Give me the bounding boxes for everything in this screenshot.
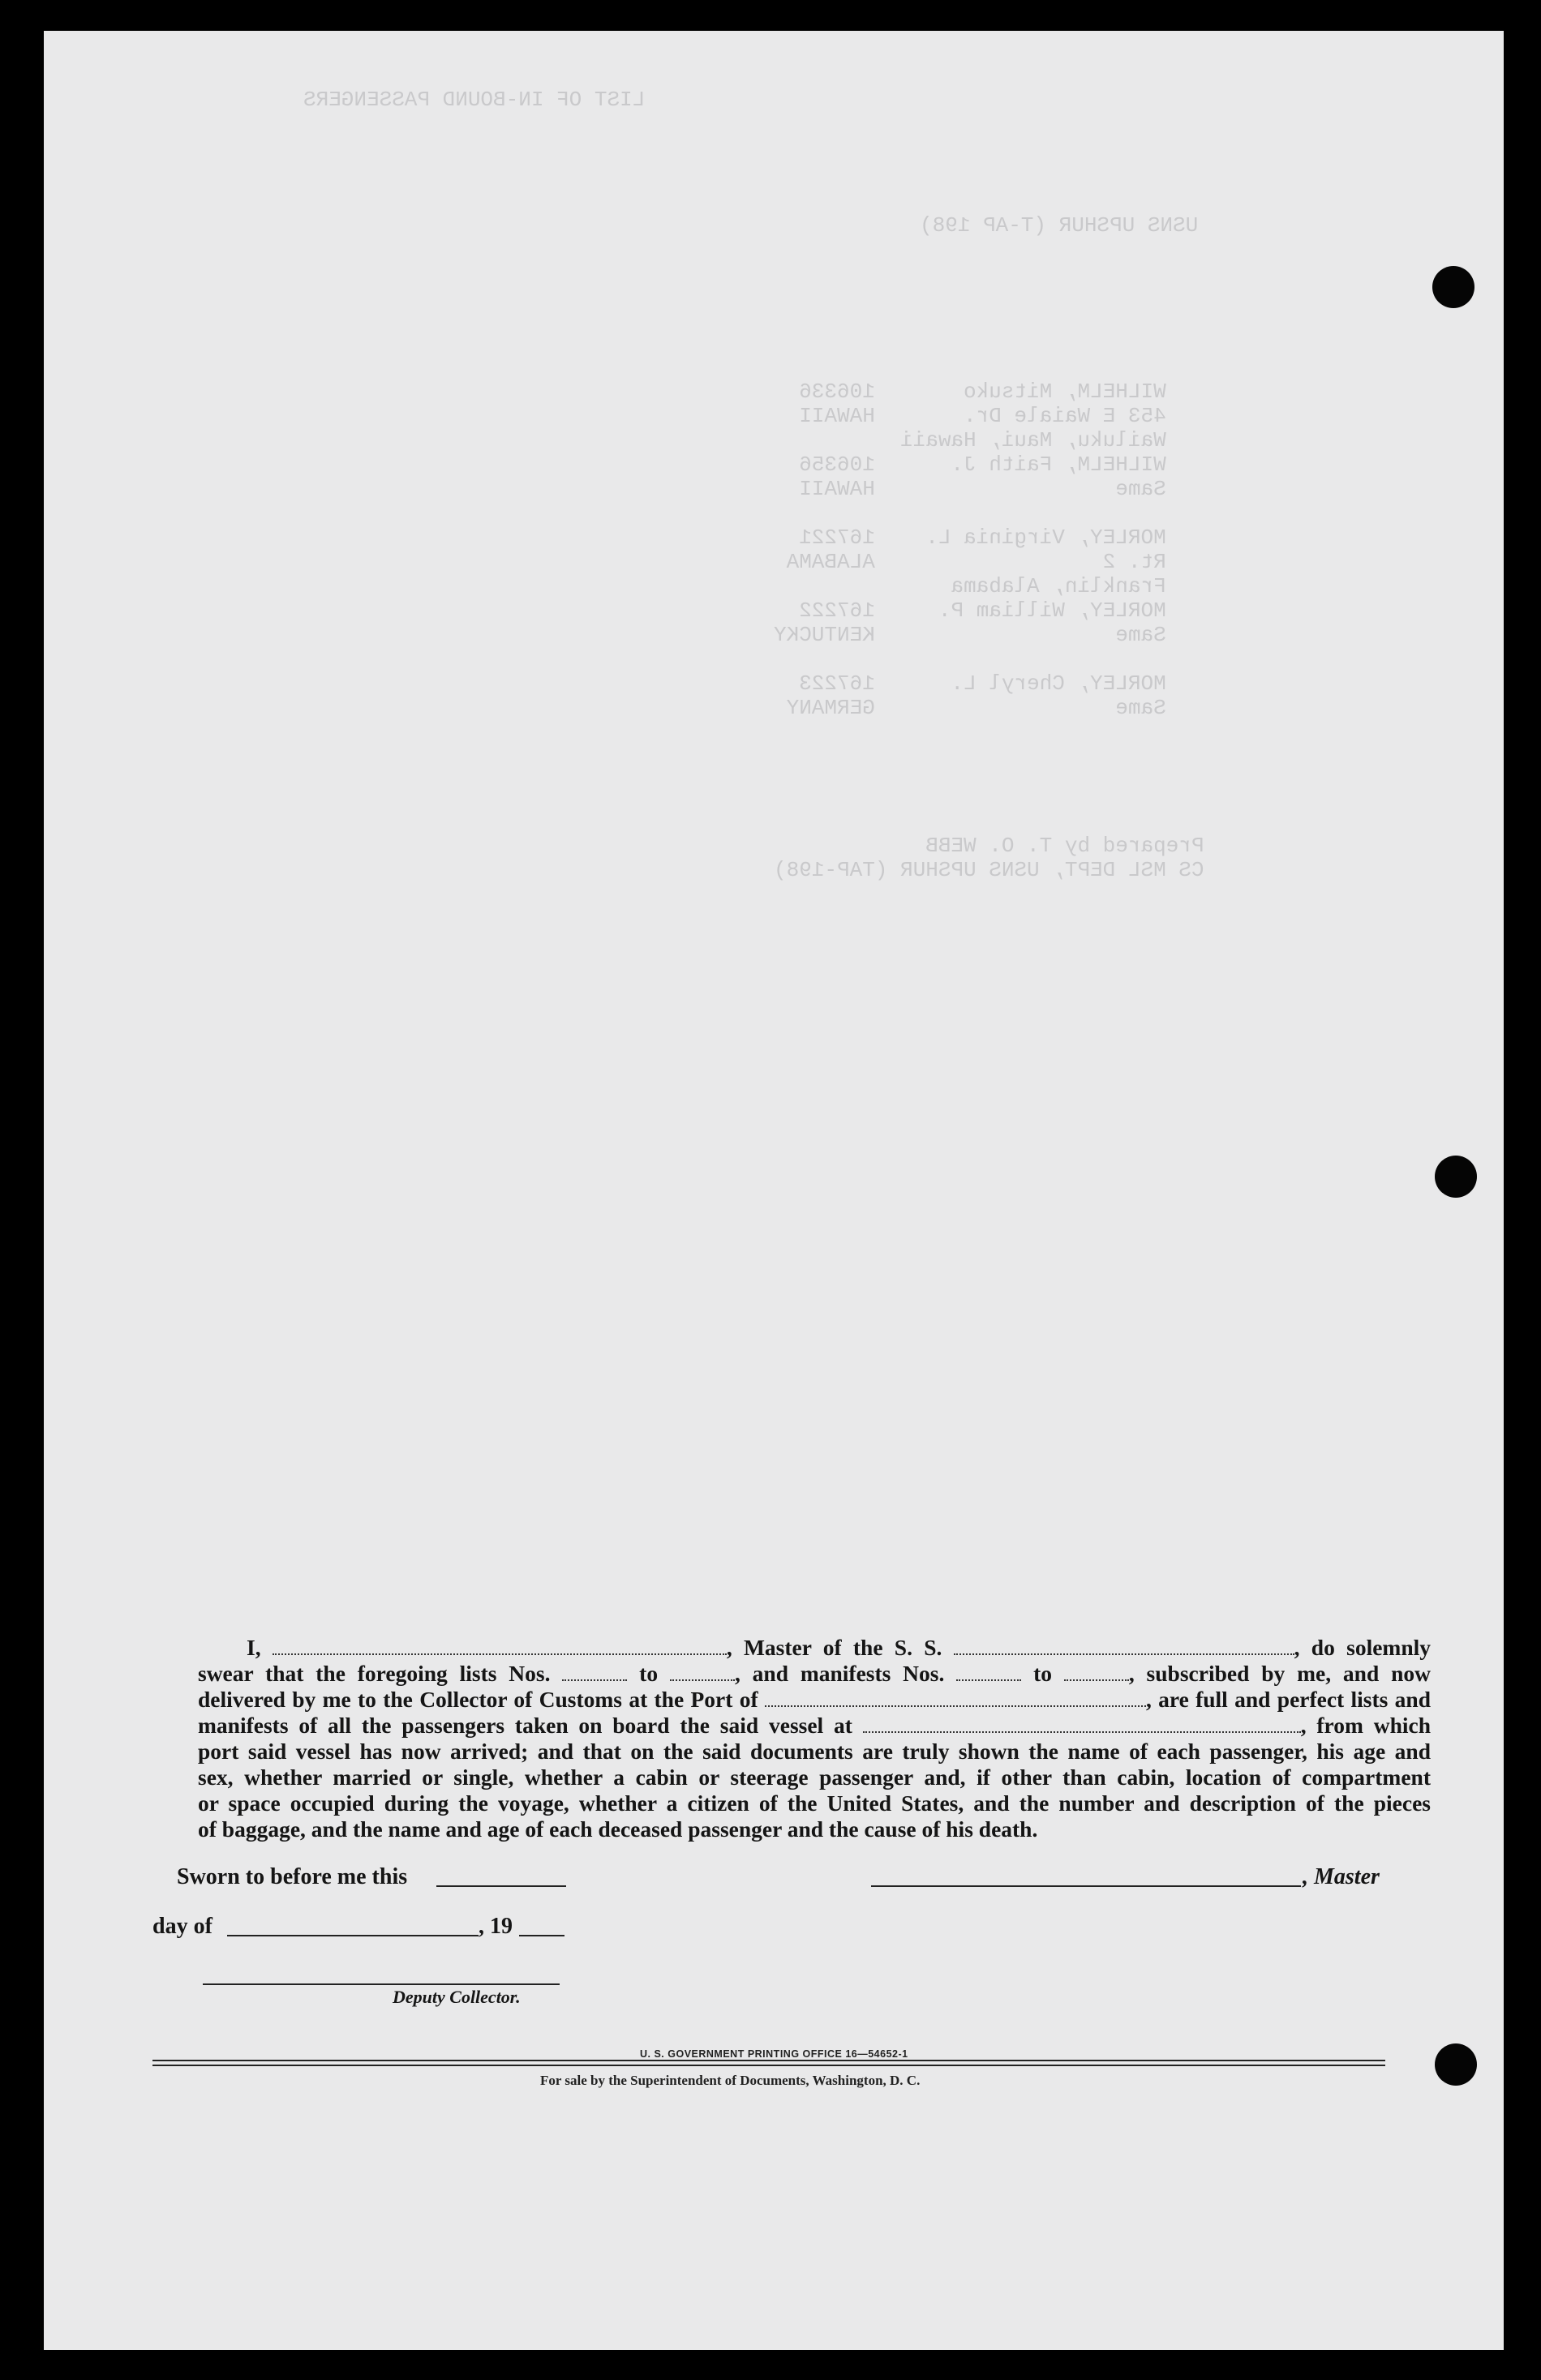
oath-from-which: , from which <box>1300 1713 1432 1738</box>
oath-manifests-label: , and manifests Nos. <box>734 1661 945 1686</box>
oath-subscribed: , subscribed by me, and now <box>1128 1661 1432 1686</box>
month-line <box>227 1935 479 1936</box>
year-prefix: , 19 <box>479 1914 513 1939</box>
document-page <box>44 31 1504 2350</box>
oath-line-8: of baggage, and the name and age of each deceased passenger and the cause of his death. <box>198 1816 1038 1842</box>
master-label: , Master <box>1303 1864 1380 1889</box>
oath-port-label: delivered by me to the Collector of Customs at the Port of <box>198 1687 758 1712</box>
punch-hole-bottom <box>1435 2043 1477 2086</box>
oath-solemnly: , do solemnly <box>1294 1635 1432 1660</box>
bleed-through-header: LIST OF IN-BOUND PASSENGERS <box>303 88 646 112</box>
deputy-signature-line <box>203 1983 560 1985</box>
oath-to-1: to <box>639 1661 659 1686</box>
footer-rule-1 <box>152 2060 1385 2061</box>
bleed-through-prepared: Prepared by T. O. WEBB CS MSL DEPT, USNS UPSHUR (TAP-198) <box>774 834 1204 882</box>
embark-port-blank <box>863 1713 1301 1733</box>
sworn-date-line <box>436 1885 566 1887</box>
sale-notice: For sale by the Superintendent of Documents, Washington, D. C. <box>540 2073 921 2088</box>
sworn-label: Sworn to before me this <box>177 1864 408 1889</box>
oath-line-5: port said vessel has now arrived; and that on the said documents are truly shown the name of each passenger, his age and <box>198 1739 1431 1764</box>
master-name-blank <box>273 1636 727 1655</box>
oath-line-6: sex, whether married or single, whether a cabin or steerage passenger and, if other than cabin, location of compartment <box>198 1765 1431 1790</box>
oath-line-7: or space occupied during the voyage, whether a citizen of the United States, and the number and description of the pieces <box>198 1790 1431 1816</box>
year-line <box>519 1935 564 1936</box>
day-of-label: day of <box>152 1914 212 1939</box>
oath-full-perfect: , are full and perfect lists and <box>1145 1687 1431 1712</box>
oath-i: I, <box>247 1635 261 1660</box>
footer-rule-2 <box>152 2065 1385 2066</box>
bleed-through-vessel: USNS UPSHUR (T-AP 198) <box>920 213 1199 238</box>
port-blank <box>765 1687 1146 1707</box>
oath-to-2: to <box>1033 1661 1052 1686</box>
oath-master-label: , Master of the S. S. <box>726 1635 942 1660</box>
vessel-name-blank <box>954 1636 1294 1655</box>
punch-hole-top <box>1432 266 1474 308</box>
printing-office-mark: U. S. GOVERNMENT PRINTING OFFICE 16—54652-1 <box>640 2048 908 2060</box>
lists-from-blank <box>562 1662 627 1681</box>
manifests-to-blank <box>1064 1662 1129 1681</box>
deputy-collector-label: Deputy Collector. <box>393 1987 521 2007</box>
oath-lists-label: swear that the foregoing lists Nos. <box>198 1661 551 1686</box>
punch-hole-middle <box>1435 1156 1477 1198</box>
bleed-through-list: WILHELM, Mitsuko 106336 453 E Waiale Dr. HAWAII Wailuku, Maui, Hawaii WILHELM, Faith J. 106356 Same HAWAII MORLEY, Virginia L. 167221 Rt. 2 ALABAMA Franklin, Alabama MORLEY, William P. 167222 Same KENTUCKY MORLEY, Cheryl L. 167223 Same GERMANY <box>774 380 1166 720</box>
lists-to-blank <box>670 1662 735 1681</box>
master-signature-line <box>871 1885 1301 1887</box>
manifests-from-blank <box>956 1662 1021 1681</box>
oath-taken-label: manifests of all the passengers taken on board the said vessel at <box>198 1713 852 1738</box>
oath-paragraph <box>198 1635 1431 1842</box>
